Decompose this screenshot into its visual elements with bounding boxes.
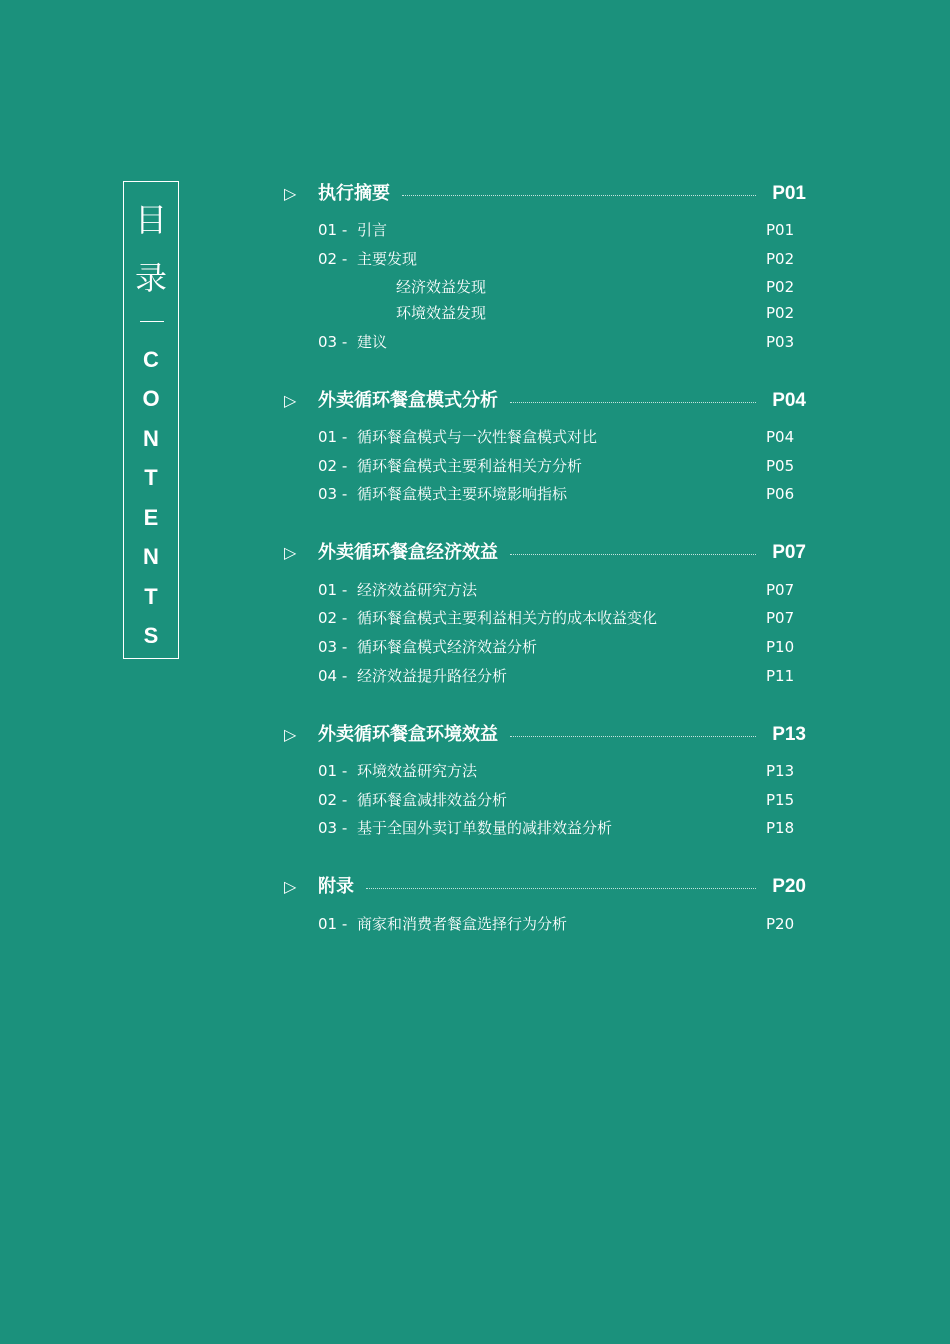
item-page: P07 [766,609,795,627]
item-number: 02 - [318,791,348,809]
toc-section[interactable] [284,721,806,749]
toc-item[interactable] [318,248,806,270]
item-title: 循环餐盒模式主要环境影响指标 [357,485,568,503]
toc-item[interactable] [318,426,806,448]
item-page: P02 [766,250,795,268]
dotted-leader [510,402,756,403]
item-title: 循环餐盒减排效益分析 [357,791,508,809]
item-title: 建议 [357,333,388,351]
title-en-letter: T [144,584,158,609]
item-title: 引言 [357,221,388,239]
item-page: P15 [766,791,795,809]
item-number: 04 - [318,667,348,685]
item-title: 循环餐盒模式与一次性餐盒模式对比 [357,428,598,446]
toc-item[interactable] [318,913,806,935]
item-page: P07 [766,581,795,599]
dotted-leader [510,736,756,737]
title-en-letter: O [142,386,160,411]
toc-item[interactable] [318,607,806,629]
item-page: P03 [766,333,795,351]
item-number: 03 - [318,819,348,837]
triangle-right-icon: ▷ [284,877,297,896]
item-page: P20 [766,915,795,933]
item-page: P18 [766,819,795,837]
dotted-leader [510,554,756,555]
item-number: 02 - [318,609,348,627]
title-cn-char: 录 [134,259,167,297]
item-page: P13 [766,762,795,780]
toc-item[interactable] [318,302,806,324]
item-number: 01 - [318,428,348,446]
item-page: P06 [766,485,795,503]
item-page: P01 [766,221,795,239]
item-page: P04 [766,428,795,446]
section-title: 外卖循环餐盒环境效益 [318,724,498,745]
item-title: 经济效益研究方法 [357,581,478,599]
section-page: P20 [772,876,806,897]
toc-item[interactable] [318,760,806,782]
toc-item[interactable] [318,219,806,241]
toc-section[interactable] [284,873,806,901]
title-en-letter: E [143,505,159,530]
section-title: 外卖循环餐盒模式分析 [318,390,498,411]
toc-item[interactable] [318,789,806,811]
section-title: 外卖循环餐盒经济效益 [318,542,498,563]
title-en-letter: N [143,544,159,569]
triangle-right-icon: ▷ [284,184,297,203]
item-title: 商家和消费者餐盒选择行为分析 [357,915,568,933]
item-number: 02 - [318,250,348,268]
item-page: P10 [766,638,795,656]
item-page: P11 [766,667,795,685]
title-cn-char: 目 [134,201,167,239]
toc-item[interactable] [318,636,806,658]
section-title: 附录 [318,876,354,897]
section-page: P13 [772,724,806,745]
section-page: P01 [772,183,806,204]
triangle-right-icon: ▷ [284,391,297,410]
title-en-letter: S [143,623,159,648]
section-title: 执行摘要 [318,183,390,204]
item-title: 经济效益提升路径分析 [357,667,508,685]
toc-section[interactable] [284,387,806,415]
item-title: 环境效益研究方法 [357,762,478,780]
section-page: P07 [772,542,806,563]
item-title: 经济效益发现 [396,278,487,296]
dotted-leader [402,195,756,196]
item-title: 主要发现 [357,250,418,268]
triangle-right-icon: ▷ [284,543,297,562]
toc-item[interactable] [318,483,806,505]
item-page: P02 [766,278,795,296]
toc-item[interactable] [318,817,806,839]
toc-item[interactable] [318,579,806,601]
item-number: 01 - [318,762,348,780]
item-page: P05 [766,457,795,475]
triangle-right-icon: ▷ [284,725,297,744]
item-number: 01 - [318,915,348,933]
item-number: 01 - [318,581,348,599]
item-title: 环境效益发现 [396,304,487,322]
toc-item[interactable] [318,276,806,298]
item-number: 03 - [318,333,348,351]
title-en-letter: N [143,426,159,451]
dotted-leader [366,888,756,889]
toc-item[interactable] [318,665,806,687]
item-number: 01 - [318,221,348,239]
toc-item[interactable] [318,455,806,477]
item-title: 基于全国外卖订单数量的减排效益分析 [357,819,613,837]
item-title: 循环餐盒模式主要利益相关方的成本收益变化 [357,609,658,627]
item-page: P02 [766,304,795,322]
toc-section[interactable] [284,539,806,567]
item-title: 循环餐盒模式经济效益分析 [357,638,538,656]
section-page: P04 [772,390,806,411]
title-en-letter: T [144,465,158,490]
item-number: 03 - [318,485,348,503]
toc-section[interactable] [284,180,806,208]
toc-item[interactable] [318,331,806,353]
title-en-letter: C [143,347,159,372]
item-title: 循环餐盒模式主要利益相关方分析 [357,457,583,475]
item-number: 02 - [318,457,348,475]
item-number: 03 - [318,638,348,656]
